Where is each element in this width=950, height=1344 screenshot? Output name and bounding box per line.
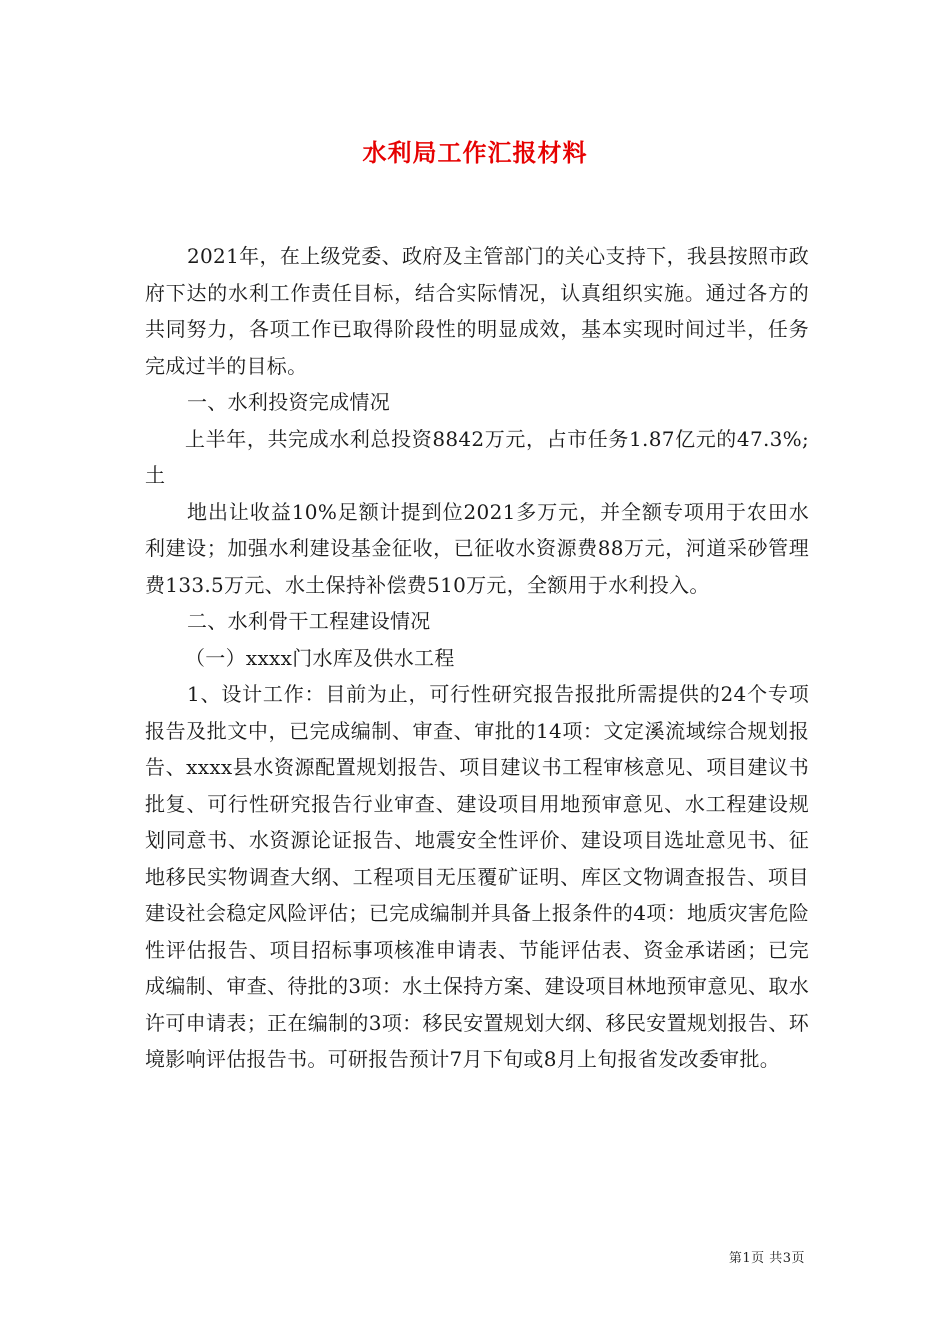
document-title: 水利局工作汇报材料 [362, 138, 588, 167]
page-number: 第1页 共3页 [728, 1251, 805, 1266]
document-body [145, 238, 809, 1078]
paragraph-investment: 上半年，共完成水利总投资8842万元，占市任务1.87亿元的47.3%;土 [145, 426, 809, 487]
section-heading-investment: 一、水利投资完成情况 [187, 390, 390, 414]
paragraph-intro: 2021年，在上级党委、政府及主管部门的关心支持下，我县按照市政府下达的水利工作责任目标，结合实际情况，认真组织实施。通过各方的共同努力，各项工作已取得阶段性的明显成效，基本实现时间过半，任务完成过半的目标。 [145, 244, 809, 378]
paragraph-land-revenue: 地出让收益10%足额计提到位2021多万元，并全额专项用于农田水利建设；加强水利建设基金征收，已征收水资源费88万元，河道采砂管理费133.5万元、水土保持补偿费510万元，全额用于水利投入。 [145, 499, 809, 597]
section-heading-projects: 二、水利骨干工程建设情况 [187, 609, 431, 633]
paragraph-design-work: 1、设计工作：目前为止，可行性研究报告报批所需提供的24个专项报告及批文中，已完成编制、审查、审批的14项：文定溪流域综合规划报告、xxxx县水资源配置规划报告、项目建议书工程审核意见、项目建议书批复、可行性研究报告行业审查、建设项目用地预审意见、水工程建设规划同意书、水资源论证报告、地震安全性评价、建设项目选址意见书、征地移民实物调查大纲、工程项目无压覆矿证明、库区文物调查报告、项目建设社会稳定风险评估；已完成编制并具备上报条件的4项：地质灾害危险性评估报告、项目招标事项核准申请表、节能评估表、资金承诺函；已完成编制、审查、待批的3项：水土保持方案、建设项目林地预审意见、取水许可申请表；正在编制的3项：移民安置规划大纲、移民安置规划报告、环境影响评估报告书。可研报告预计7月下旬或8月上旬报省发改委审批。 [145, 682, 809, 1071]
subsection-heading-reservoir: （一）xxxx门水库及供水工程 [185, 645, 455, 670]
